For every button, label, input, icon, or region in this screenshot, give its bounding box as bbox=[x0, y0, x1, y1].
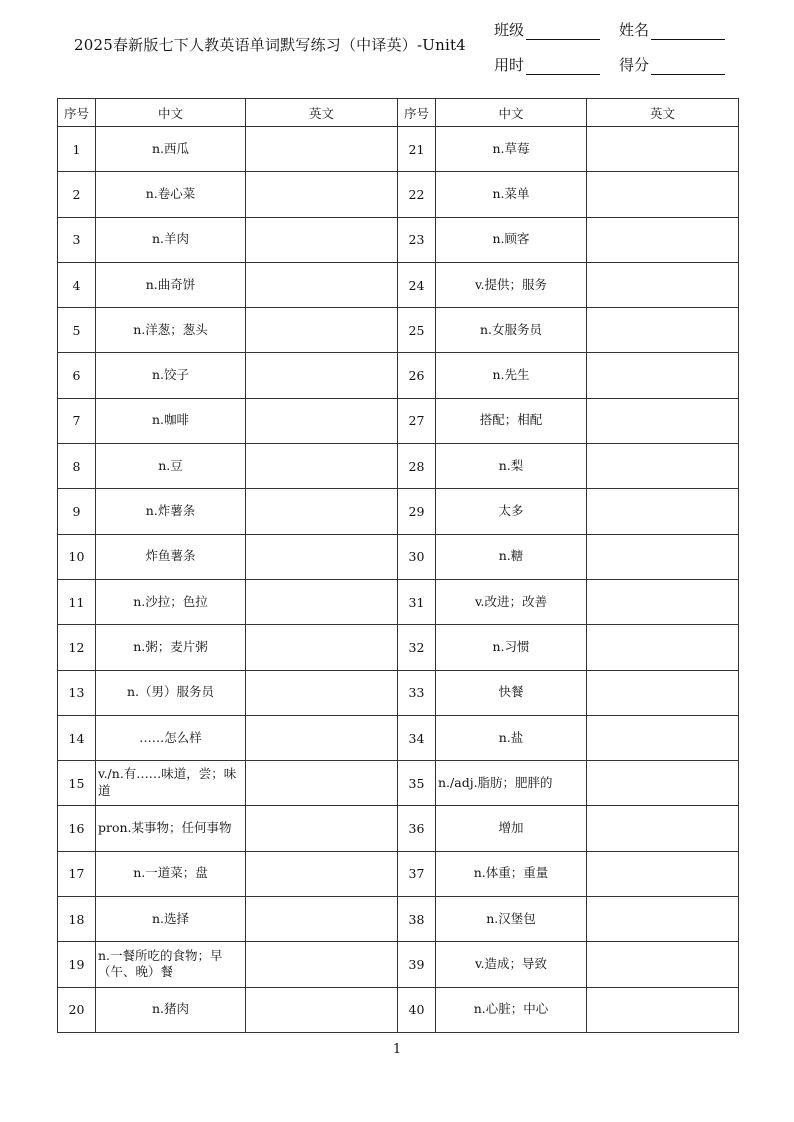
table-row bbox=[58, 489, 739, 534]
english-answer-cell-right[interactable] bbox=[587, 806, 739, 851]
page-number: 1 bbox=[392, 1042, 402, 1057]
english-answer-cell-right[interactable] bbox=[587, 398, 739, 443]
chinese-meaning-left: n.一道菜；盘 bbox=[96, 851, 246, 896]
name-field bbox=[619, 19, 725, 40]
row-number-right: 35 bbox=[398, 761, 436, 806]
row-number-right: 28 bbox=[398, 444, 436, 489]
row-number-right: 29 bbox=[398, 489, 436, 534]
english-answer-cell-right[interactable] bbox=[587, 444, 739, 489]
english-answer-cell-left[interactable] bbox=[246, 715, 398, 760]
table-row bbox=[58, 761, 739, 806]
score-blank[interactable] bbox=[651, 60, 725, 75]
chinese-meaning-right: 搭配；相配 bbox=[436, 398, 587, 443]
english-answer-cell-left[interactable] bbox=[246, 444, 398, 489]
class-blank[interactable] bbox=[526, 25, 600, 40]
chinese-meaning-left: pron.某事物；任何事物 bbox=[96, 806, 246, 851]
english-answer-cell-left[interactable] bbox=[246, 489, 398, 534]
chinese-meaning-right: 太多 bbox=[436, 489, 587, 534]
english-answer-cell-left[interactable] bbox=[246, 806, 398, 851]
row-number-right: 27 bbox=[398, 398, 436, 443]
chinese-meaning-left: n.卷心菜 bbox=[96, 172, 246, 217]
chinese-meaning-right: n.草莓 bbox=[436, 127, 587, 172]
chinese-meaning-right: n.先生 bbox=[436, 353, 587, 398]
english-answer-cell-left[interactable] bbox=[246, 579, 398, 624]
chinese-meaning-left: ……怎么样 bbox=[96, 715, 246, 760]
english-answer-cell-right[interactable] bbox=[587, 715, 739, 760]
chinese-meaning-right: n./adj.脂肪；肥胖的 bbox=[436, 761, 587, 806]
class-label: 班级 bbox=[494, 21, 525, 39]
table-row bbox=[58, 262, 739, 307]
english-answer-cell-left[interactable] bbox=[246, 670, 398, 715]
column-header-number-right: 序号 bbox=[398, 99, 436, 127]
row-number-left: 13 bbox=[58, 670, 96, 715]
row-number-right: 38 bbox=[398, 897, 436, 942]
chinese-meaning-right: n.糖 bbox=[436, 534, 587, 579]
english-answer-cell-left[interactable] bbox=[246, 398, 398, 443]
english-answer-cell-right[interactable] bbox=[587, 262, 739, 307]
table-row bbox=[58, 217, 739, 262]
chinese-meaning-left: n.豆 bbox=[96, 444, 246, 489]
english-answer-cell-right[interactable] bbox=[587, 534, 739, 579]
row-number-left: 16 bbox=[58, 806, 96, 851]
row-number-left: 15 bbox=[58, 761, 96, 806]
row-number-right: 37 bbox=[398, 851, 436, 896]
chinese-meaning-right: n.盐 bbox=[436, 715, 587, 760]
chinese-meaning-right: 增加 bbox=[436, 806, 587, 851]
row-number-right: 25 bbox=[398, 308, 436, 353]
row-number-left: 10 bbox=[58, 534, 96, 579]
chinese-meaning-right: n.汉堡包 bbox=[436, 897, 587, 942]
row-number-right: 23 bbox=[398, 217, 436, 262]
chinese-meaning-right: n.心脏；中心 bbox=[436, 987, 587, 1032]
row-number-left: 9 bbox=[58, 489, 96, 534]
chinese-meaning-right: v.造成；导致 bbox=[436, 942, 587, 987]
english-answer-cell-right[interactable] bbox=[587, 625, 739, 670]
english-answer-cell-left[interactable] bbox=[246, 897, 398, 942]
score-label: 得分 bbox=[619, 56, 650, 74]
name-label: 姓名 bbox=[619, 21, 650, 39]
table-row bbox=[58, 625, 739, 670]
english-answer-cell-left[interactable] bbox=[246, 534, 398, 579]
table-row bbox=[58, 398, 739, 443]
chinese-meaning-left: n.猪肉 bbox=[96, 987, 246, 1032]
column-header-english-right: 英文 bbox=[587, 99, 739, 127]
row-number-right: 32 bbox=[398, 625, 436, 670]
english-answer-cell-left[interactable] bbox=[246, 625, 398, 670]
chinese-meaning-left: n.饺子 bbox=[96, 353, 246, 398]
row-number-left: 19 bbox=[58, 942, 96, 987]
chinese-meaning-right: n.菜单 bbox=[436, 172, 587, 217]
english-answer-cell-left[interactable] bbox=[246, 172, 398, 217]
column-header-chinese-left: 中文 bbox=[96, 99, 246, 127]
row-number-right: 22 bbox=[398, 172, 436, 217]
english-answer-cell-right[interactable] bbox=[587, 172, 739, 217]
row-number-left: 12 bbox=[58, 625, 96, 670]
english-answer-cell-right[interactable] bbox=[587, 308, 739, 353]
table-row bbox=[58, 897, 739, 942]
row-number-right: 21 bbox=[398, 127, 436, 172]
chinese-meaning-left: n.曲奇饼 bbox=[96, 262, 246, 307]
table-row bbox=[58, 127, 739, 172]
english-answer-cell-right[interactable] bbox=[587, 217, 739, 262]
column-header-chinese-right: 中文 bbox=[436, 99, 587, 127]
chinese-meaning-right: n.体重；重量 bbox=[436, 851, 587, 896]
row-number-left: 20 bbox=[58, 987, 96, 1032]
row-number-left: 11 bbox=[58, 579, 96, 624]
english-answer-cell-right[interactable] bbox=[587, 489, 739, 534]
english-answer-cell-right[interactable] bbox=[587, 897, 739, 942]
table-row bbox=[58, 308, 739, 353]
english-answer-cell-left[interactable] bbox=[246, 851, 398, 896]
row-number-right: 34 bbox=[398, 715, 436, 760]
chinese-meaning-left: v./n.有……味道，尝；味道 bbox=[96, 761, 246, 806]
table-header-row bbox=[58, 99, 739, 127]
row-number-right: 26 bbox=[398, 353, 436, 398]
english-answer-cell-left[interactable] bbox=[246, 308, 398, 353]
row-number-left: 2 bbox=[58, 172, 96, 217]
table-row bbox=[58, 942, 739, 987]
column-header-number-left: 序号 bbox=[58, 99, 96, 127]
row-number-left: 5 bbox=[58, 308, 96, 353]
chinese-meaning-left: n.咖啡 bbox=[96, 398, 246, 443]
chinese-meaning-left: n.羊肉 bbox=[96, 217, 246, 262]
english-answer-cell-right[interactable] bbox=[587, 851, 739, 896]
english-answer-cell-right[interactable] bbox=[587, 353, 739, 398]
table-row bbox=[58, 806, 739, 851]
row-number-right: 24 bbox=[398, 262, 436, 307]
row-number-left: 1 bbox=[58, 127, 96, 172]
row-number-right: 33 bbox=[398, 670, 436, 715]
score-field bbox=[619, 54, 725, 75]
table-row bbox=[58, 444, 739, 489]
chinese-meaning-right: v.改进；改善 bbox=[436, 579, 587, 624]
table-row bbox=[58, 353, 739, 398]
chinese-meaning-left: n.一餐所吃的食物；早（午、晚）餐 bbox=[96, 942, 246, 987]
english-answer-cell-right[interactable] bbox=[587, 579, 739, 624]
english-answer-cell-left[interactable] bbox=[246, 761, 398, 806]
row-number-right: 31 bbox=[398, 579, 436, 624]
chinese-meaning-left: n.沙拉；色拉 bbox=[96, 579, 246, 624]
row-number-right: 39 bbox=[398, 942, 436, 987]
english-answer-cell-right[interactable] bbox=[587, 127, 739, 172]
row-number-right: 30 bbox=[398, 534, 436, 579]
row-number-left: 18 bbox=[58, 897, 96, 942]
time-blank[interactable] bbox=[526, 60, 600, 75]
page-title: 2025春新版七下人教英语单词默写练习（中译英）-Unit4 bbox=[74, 36, 466, 54]
row-number-left: 4 bbox=[58, 262, 96, 307]
table-row bbox=[58, 670, 739, 715]
chinese-meaning-left: n.炸薯条 bbox=[96, 489, 246, 534]
chinese-meaning-right: v.提供；服务 bbox=[436, 262, 587, 307]
row-number-left: 7 bbox=[58, 398, 96, 443]
english-answer-cell-right[interactable] bbox=[587, 761, 739, 806]
row-number-right: 40 bbox=[398, 987, 436, 1032]
chinese-meaning-left: n.洋葱；葱头 bbox=[96, 308, 246, 353]
english-answer-cell-left[interactable] bbox=[246, 353, 398, 398]
table-row bbox=[58, 715, 739, 760]
row-number-left: 6 bbox=[58, 353, 96, 398]
vocabulary-table bbox=[57, 98, 739, 1033]
chinese-meaning-left: n.西瓜 bbox=[96, 127, 246, 172]
chinese-meaning-right: n.女服务员 bbox=[436, 308, 587, 353]
chinese-meaning-left: n.粥；麦片粥 bbox=[96, 625, 246, 670]
english-answer-cell-right[interactable] bbox=[587, 942, 739, 987]
chinese-meaning-left: 炸鱼薯条 bbox=[96, 534, 246, 579]
chinese-meaning-right: n.习惯 bbox=[436, 625, 587, 670]
row-number-left: 8 bbox=[58, 444, 96, 489]
table-row bbox=[58, 172, 739, 217]
row-number-left: 17 bbox=[58, 851, 96, 896]
chinese-meaning-left: n.（男）服务员 bbox=[96, 670, 246, 715]
english-answer-cell-left[interactable] bbox=[246, 987, 398, 1032]
row-number-left: 3 bbox=[58, 217, 96, 262]
row-number-right: 36 bbox=[398, 806, 436, 851]
chinese-meaning-right: n.梨 bbox=[436, 444, 587, 489]
english-answer-cell-left[interactable] bbox=[246, 942, 398, 987]
class-field bbox=[494, 19, 600, 40]
table-row bbox=[58, 851, 739, 896]
time-field bbox=[494, 54, 600, 75]
column-header-english-left: 英文 bbox=[246, 99, 398, 127]
english-answer-cell-left[interactable] bbox=[246, 127, 398, 172]
english-answer-cell-left[interactable] bbox=[246, 262, 398, 307]
time-label: 用时 bbox=[494, 56, 525, 74]
table-row bbox=[58, 579, 739, 624]
chinese-meaning-right: n.顾客 bbox=[436, 217, 587, 262]
table-row bbox=[58, 987, 739, 1032]
english-answer-cell-left[interactable] bbox=[246, 217, 398, 262]
table-row bbox=[58, 534, 739, 579]
name-blank[interactable] bbox=[651, 25, 725, 40]
english-answer-cell-right[interactable] bbox=[587, 987, 739, 1032]
chinese-meaning-left: n.选择 bbox=[96, 897, 246, 942]
row-number-left: 14 bbox=[58, 715, 96, 760]
chinese-meaning-right: 快餐 bbox=[436, 670, 587, 715]
english-answer-cell-right[interactable] bbox=[587, 670, 739, 715]
